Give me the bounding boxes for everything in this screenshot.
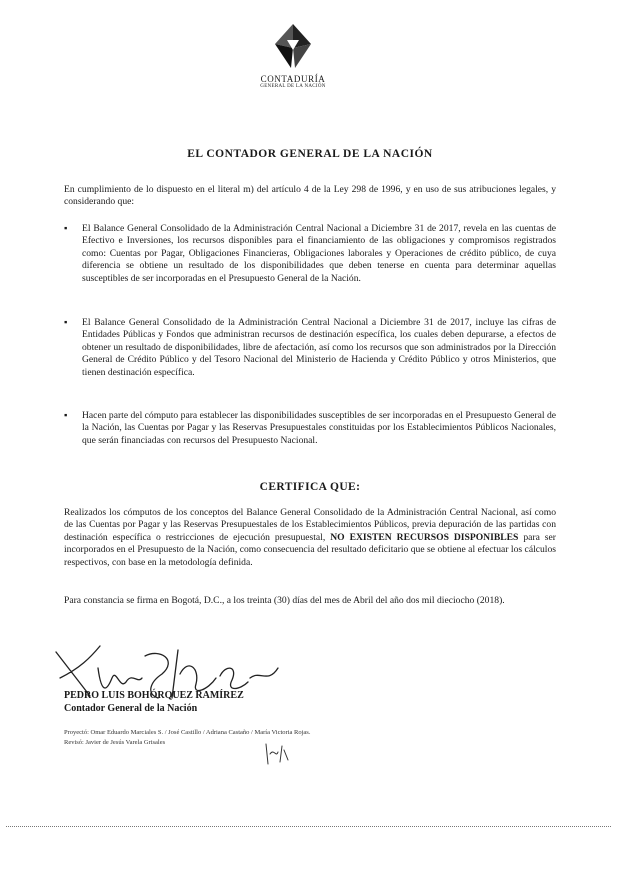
bullet-item-2 <box>64 317 556 379</box>
logo-name: CONTADURÍA <box>260 74 326 84</box>
review-initials <box>262 740 292 768</box>
constancia-paragraph: Para constancia se firma en Bogotá, D.C., a los treinta (30) días del mes de Abril del año dos mil dieciocho (2018). <box>64 595 505 606</box>
bullet-item-1 <box>64 223 556 285</box>
contaduria-emblem-icon <box>273 22 313 72</box>
page-footer-divider <box>6 826 611 828</box>
body-text-pre: Realizados los cómputos de los conceptos del Balance General Consolidado de la Administración Central Nacional, así como de las Cuentas por Pagar y las Reservas Presupuestales de los Establecimientos Públicos, previa depuración de las partidas con destinación específica o restricciones de ejecución presupuestal, <box>64 507 556 543</box>
certifica-heading: CERTIFICA QUE: <box>259 481 361 493</box>
reviso-line: Revisó: Javier de Jesús Varela Grisales <box>64 738 166 746</box>
bullet-icon: ▪ <box>64 223 68 234</box>
body-text-bold: NO EXISTEN RECURSOS DISPONIBLES <box>330 531 519 543</box>
bullet-icon: ▪ <box>64 317 68 328</box>
bullet-text: El Balance General Consolidado de la Administración Central Nacional a Diciembre 31 de 2017, incluye las cifras de Entidades Públicas y Fondos que administran recursos de destinación específica, los cuales deben depurarse, a efectos de obtener un resultado de disponibilidades, libre de afectación, así como los recursos que son administrados por la Dirección General de Crédito Público y del Tesoro Nacional del Ministerio de Hacienda y Crédito Público y otros Ministerios, que tienen destinación específica. <box>82 317 556 378</box>
logo-subtitle: GENERAL DE LA NACIÓN <box>260 84 326 89</box>
bullet-text: El Balance General Consolidado de la Administración Central Nacional a Diciembre 31 de 2017, revela en las cuentas de Efectivo e Inversiones, los recursos disponibles para el financiamiento de las obligaciones y compromisos registrados como: Cuentas por Pagar, Obligaciones Financieras, Obligaciones laborales y Operaciones de crédito público, de cuya diferencia se obtiene un resultado de los disponibilidades que deben tenerse en cuenta para determinar aquellas susceptibles de ser incorporadas en el Presupuesto General de la Nación. <box>82 223 556 284</box>
signer-name: PEDRO LUIS BOHÓRQUEZ RAMÍREZ <box>64 690 244 701</box>
document-title: EL CONTADOR GENERAL DE LA NACIÓN <box>187 148 433 160</box>
proyecto-line: Proyectó: Omar Eduardo Marciales S. / José Castillo / Adriana Castaño / María Victoria Rojas. <box>64 729 311 736</box>
contaduria-logo <box>253 22 333 102</box>
signer-block <box>64 690 244 715</box>
body-text-post: para ser incorporados en el Presupuesto de la Nación, como consecuencia del resultado deficitario que se obtiene al efectuar los cálculos respectivos, con base en la metodología definida. <box>64 531 556 568</box>
bullet-icon: ▪ <box>64 410 68 421</box>
bullet-text: Hacen parte del cómputo para establecer las disponibilidades susceptibles de ser incorporadas en el Presupuesto General de la Nación, las Cuentas por Pagar y las Reservas Presupuestales constituidas por los Establecimientos Públicos Nacionales, que serán financiadas con recursos del Presupuesto Nacional. <box>82 410 556 446</box>
bullet-item-3 <box>64 410 556 447</box>
certification-body <box>64 507 556 569</box>
intro-paragraph: En cumplimiento de lo dispuesto en el literal m) del artículo 4 de la Ley 298 de 1996, y en uso de sus atribuciones legales, y considerando que: <box>64 184 556 208</box>
signer-role: Contador General de la Nación <box>64 702 198 714</box>
